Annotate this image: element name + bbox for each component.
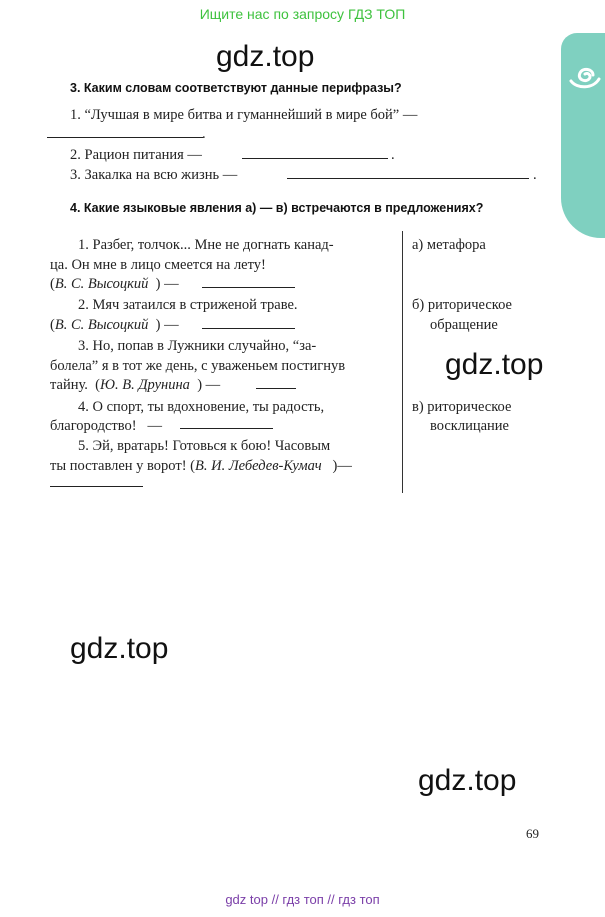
sentence-5-line-1: 5. Эй, вратарь! Готовься к бою! Часовым: [78, 438, 331, 454]
sentence-2-attribution: (В. С. Высоцкий ) —: [50, 317, 179, 333]
answer-line[interactable]: [47, 137, 203, 138]
option-b-line-1: б) риторическое: [412, 297, 512, 313]
watermark-4: gdz.top: [418, 764, 517, 797]
answer-line[interactable]: [202, 287, 295, 288]
answer-line[interactable]: [242, 158, 388, 159]
task3-item-2-text: 2. Рацион питания —: [70, 147, 202, 163]
task3-item-1-text: 1. “Лучшая в мире битва и гуманнейший в мире бой” —: [70, 107, 418, 123]
sentence-5-line-2: ты поставлен у ворот! (В. И. Лебедев-Кумач )—: [50, 458, 352, 474]
answer-line[interactable]: [256, 388, 296, 389]
period: .: [202, 126, 206, 142]
sentence-1-line-1: 1. Разбег, толчок... Мне не догнать канад-: [78, 237, 334, 253]
option-b-line-2: обращение: [430, 317, 498, 333]
side-tab: [561, 33, 605, 238]
top-banner: Ищите нас по запросу ГДЗ ТОП: [199, 6, 406, 22]
sentence-3-author: Ю. В. Друнина: [100, 377, 190, 393]
sentence-2-line-1: 2. Мяч затаился в стриженой траве.: [78, 297, 298, 313]
sentence-3-attribution: тайну. (Ю. В. Друнина ) —: [50, 377, 221, 393]
task3-item-2: [70, 145, 202, 165]
option-c-line-2: восклицание: [430, 418, 509, 434]
sentence-5-author: В. И. Лебедев-Кумач: [195, 458, 322, 474]
answer-line[interactable]: [287, 178, 529, 179]
task3-item-1: [70, 105, 417, 125]
sentence-3-line-3: тайну.: [50, 377, 88, 393]
option-a: а) метафора: [412, 237, 486, 253]
sentence-3-line-2: болела” я в тот же день, с уваженьем постигнув: [50, 358, 346, 374]
page-number: 69: [526, 826, 539, 841]
sentence-4-line-1: 4. О спорт, ты вдохновение, ты радость,: [78, 399, 325, 415]
task3-item-3: [70, 165, 237, 185]
sentence-3-line-1: 3. Но, попав в Лужники случайно, “за-: [78, 338, 317, 354]
column-divider: [402, 231, 403, 493]
sentence-1-attribution: (В. С. Высоцкий ) —: [50, 276, 179, 292]
watermark-2: gdz.top: [445, 348, 544, 381]
task3-item-3-text: 3. Закалка на всю жизнь —: [70, 167, 238, 183]
answer-line[interactable]: [50, 486, 143, 487]
sentence-4-line-2: благородство! —: [50, 418, 162, 434]
task4-title: 4. Какие языковые явления а) — в) встречаются в предложениях?: [70, 201, 484, 215]
sentence-2-author: В. С. Высоцкий: [54, 317, 149, 333]
sentence-5-line-2-text: ты поставлен у ворот!: [50, 458, 187, 474]
period: .: [533, 167, 537, 183]
footer-links[interactable]: gdz top // гдз топ // гдз топ: [225, 892, 380, 907]
sentence-1-author: В. С. Высоцкий: [54, 276, 149, 292]
option-c-line-1: в) риторическое: [412, 399, 512, 415]
spiral-icon: [561, 45, 605, 105]
period: .: [391, 147, 395, 163]
answer-line[interactable]: [202, 328, 295, 329]
task3-title: 3. Каким словам соответствуют данные перифразы?: [70, 81, 402, 95]
watermark-3: gdz.top: [70, 632, 169, 665]
sentence-1-line-2: ца. Он мне в лицо смеется на лету!: [50, 257, 266, 273]
sentence-4-line-2-text: благородство!: [50, 418, 137, 434]
answer-line[interactable]: [180, 428, 273, 429]
watermark-1: gdz.top: [216, 40, 315, 73]
